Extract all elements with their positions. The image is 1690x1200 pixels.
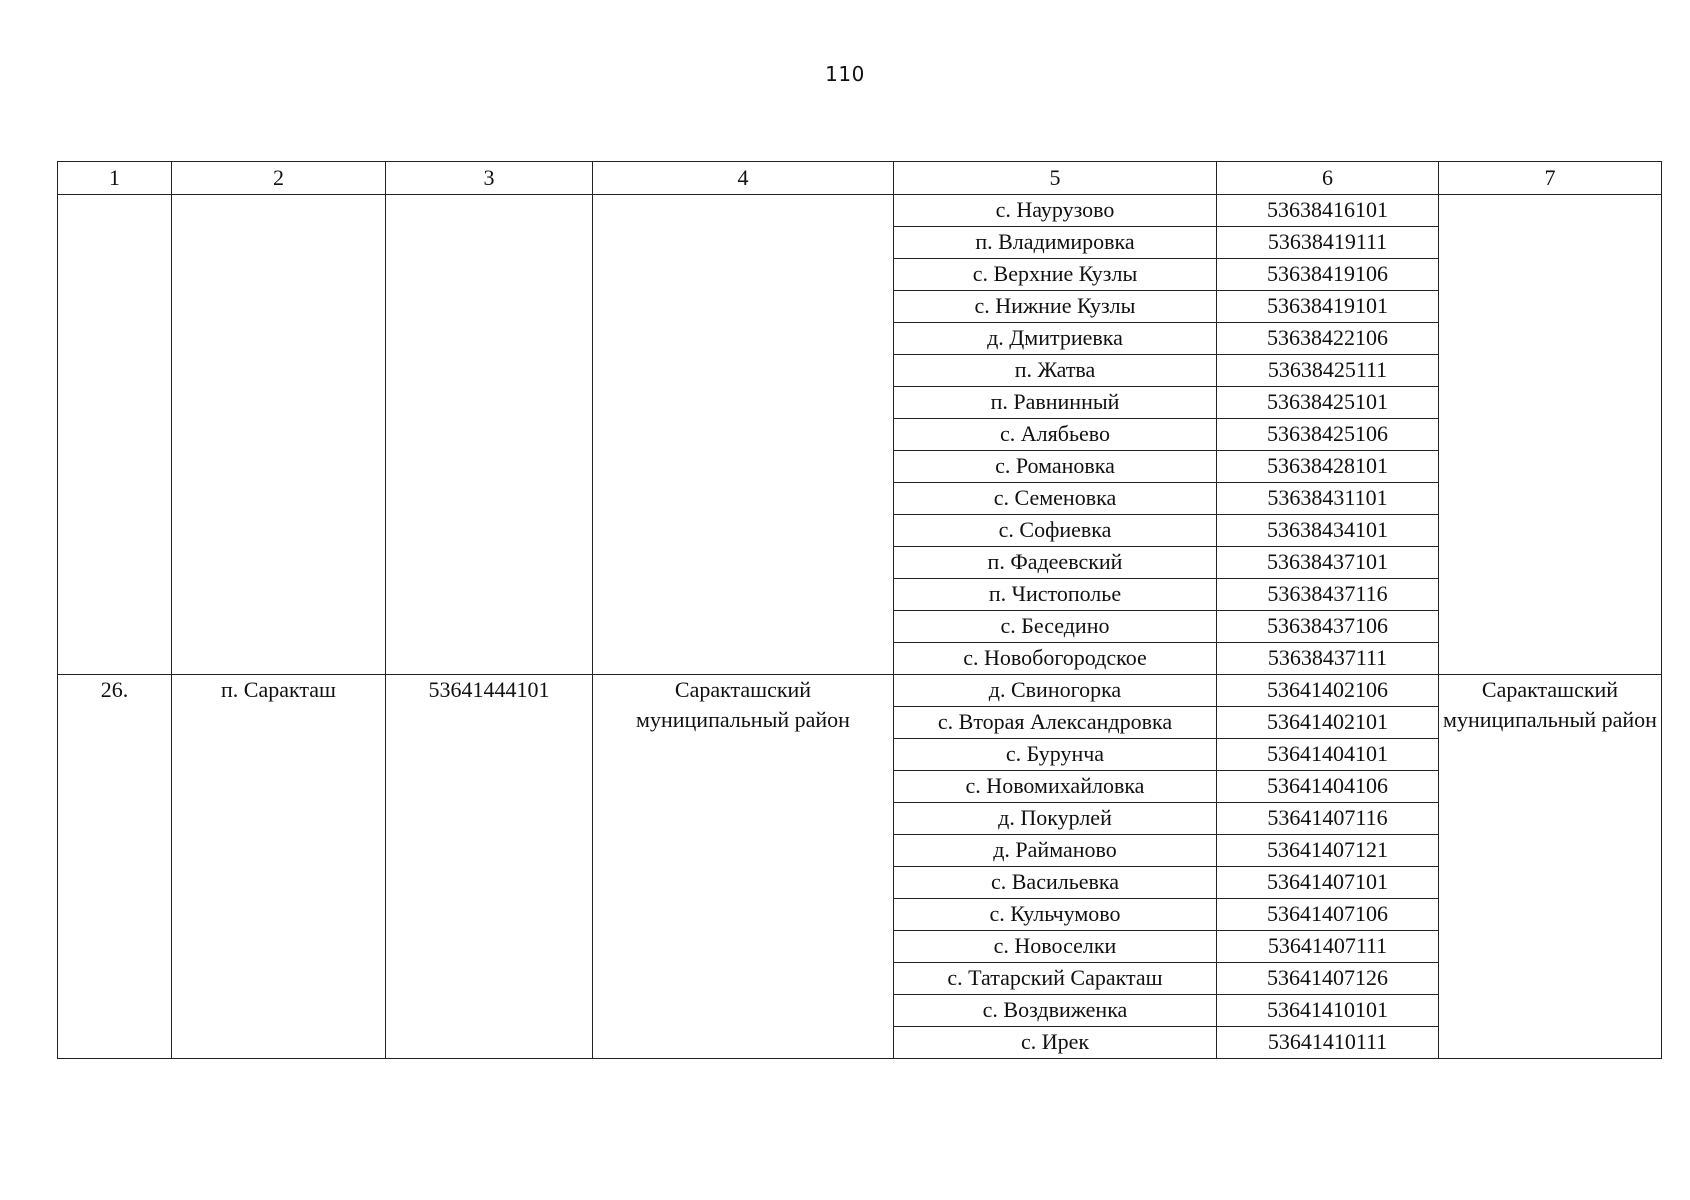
settlement-code: 53641407111 bbox=[1217, 931, 1439, 963]
settlement-code: 53638419111 bbox=[1217, 227, 1439, 259]
settlement-code: 53638419101 bbox=[1217, 291, 1439, 323]
settlement-code: 53638437111 bbox=[1217, 643, 1439, 675]
column-header: 5 bbox=[894, 162, 1217, 195]
settlement-code: 53638425101 bbox=[1217, 387, 1439, 419]
settlement-name: д. Покурлей bbox=[894, 803, 1217, 835]
table-row bbox=[58, 195, 1662, 227]
settlement-name: с. Новомихайловка bbox=[894, 771, 1217, 803]
settlement-code: 53638419106 bbox=[1217, 259, 1439, 291]
settlement-code: 53641407106 bbox=[1217, 899, 1439, 931]
district-name-col7 bbox=[1439, 195, 1662, 675]
settlement-name: с. Ирек bbox=[894, 1027, 1217, 1059]
column-header: 3 bbox=[386, 162, 593, 195]
settlement-code: 53638428101 bbox=[1217, 451, 1439, 483]
settlement-name: с. Нижние Кузлы bbox=[894, 291, 1217, 323]
district-name-col7: Саракташский муниципальный район bbox=[1439, 675, 1662, 1059]
settlement-name: с. Верхние Кузлы bbox=[894, 259, 1217, 291]
settlement-code: 53641404106 bbox=[1217, 771, 1439, 803]
settlement-code: 53638425106 bbox=[1217, 419, 1439, 451]
settlement-name: с. Беседино bbox=[894, 611, 1217, 643]
settlement-name: с. Романовка bbox=[894, 451, 1217, 483]
settlement-code: 53641402106 bbox=[1217, 675, 1439, 707]
settlement-name: д. Дмитриевка bbox=[894, 323, 1217, 355]
column-header: 2 bbox=[172, 162, 386, 195]
settlement-name: с. Алябьево bbox=[894, 419, 1217, 451]
settlement-code: 53638416101 bbox=[1217, 195, 1439, 227]
settlement-name: д. Райманово bbox=[894, 835, 1217, 867]
settlement-name: с. Новобогородское bbox=[894, 643, 1217, 675]
page-number: 110 bbox=[825, 62, 865, 86]
table-row bbox=[58, 675, 1662, 707]
settlement-code: 53638425111 bbox=[1217, 355, 1439, 387]
settlement-name: с. Воздвиженка bbox=[894, 995, 1217, 1027]
settlement-code: 53641410111 bbox=[1217, 1027, 1439, 1059]
district-name: Саракташский муниципальный район bbox=[593, 675, 894, 1059]
settlement-name: с. Семеновка bbox=[894, 483, 1217, 515]
settlement-name: с. Софиевка bbox=[894, 515, 1217, 547]
settlement-name: п. Равнинный bbox=[894, 387, 1217, 419]
settlement-code: 53638431101 bbox=[1217, 483, 1439, 515]
settlement-code: 53638434101 bbox=[1217, 515, 1439, 547]
district-name bbox=[593, 195, 894, 675]
settlement-code: 53638437106 bbox=[1217, 611, 1439, 643]
settlement-name: с. Наурузово bbox=[894, 195, 1217, 227]
settlement-name: с. Бурунча bbox=[894, 739, 1217, 771]
settlement-code: 53641404101 bbox=[1217, 739, 1439, 771]
admin-center bbox=[172, 195, 386, 675]
settlements-table bbox=[57, 161, 1662, 1059]
settlement-name: п. Владимировка bbox=[894, 227, 1217, 259]
row-number bbox=[58, 195, 172, 675]
column-header: 6 bbox=[1217, 162, 1439, 195]
settlement-code: 53638422106 bbox=[1217, 323, 1439, 355]
settlement-code: 53641407101 bbox=[1217, 867, 1439, 899]
settlement-code: 53641407126 bbox=[1217, 963, 1439, 995]
column-header: 1 bbox=[58, 162, 172, 195]
row-number: 26. bbox=[58, 675, 172, 1059]
settlement-code: 53641402101 bbox=[1217, 707, 1439, 739]
settlement-code: 53638437101 bbox=[1217, 547, 1439, 579]
settlement-name: с. Кульчумово bbox=[894, 899, 1217, 931]
column-header: 4 bbox=[593, 162, 894, 195]
settlement-name: п. Чистополье bbox=[894, 579, 1217, 611]
settlement-name: п. Жатва bbox=[894, 355, 1217, 387]
settlement-name: д. Свиногорка bbox=[894, 675, 1217, 707]
settlement-name: с. Татарский Саракташ bbox=[894, 963, 1217, 995]
settlement-code: 53638437116 bbox=[1217, 579, 1439, 611]
admin-center-code bbox=[386, 195, 593, 675]
settlement-name: с. Васильевка bbox=[894, 867, 1217, 899]
settlement-code: 53641410101 bbox=[1217, 995, 1439, 1027]
admin-center-code: 53641444101 bbox=[386, 675, 593, 1059]
settlement-name: с. Новоселки bbox=[894, 931, 1217, 963]
admin-center: п. Саракташ bbox=[172, 675, 386, 1059]
settlement-name: п. Фадеевский bbox=[894, 547, 1217, 579]
header-row bbox=[58, 162, 1662, 195]
settlement-code: 53641407116 bbox=[1217, 803, 1439, 835]
settlement-code: 53641407121 bbox=[1217, 835, 1439, 867]
column-header: 7 bbox=[1439, 162, 1662, 195]
settlement-name: с. Вторая Александровка bbox=[894, 707, 1217, 739]
